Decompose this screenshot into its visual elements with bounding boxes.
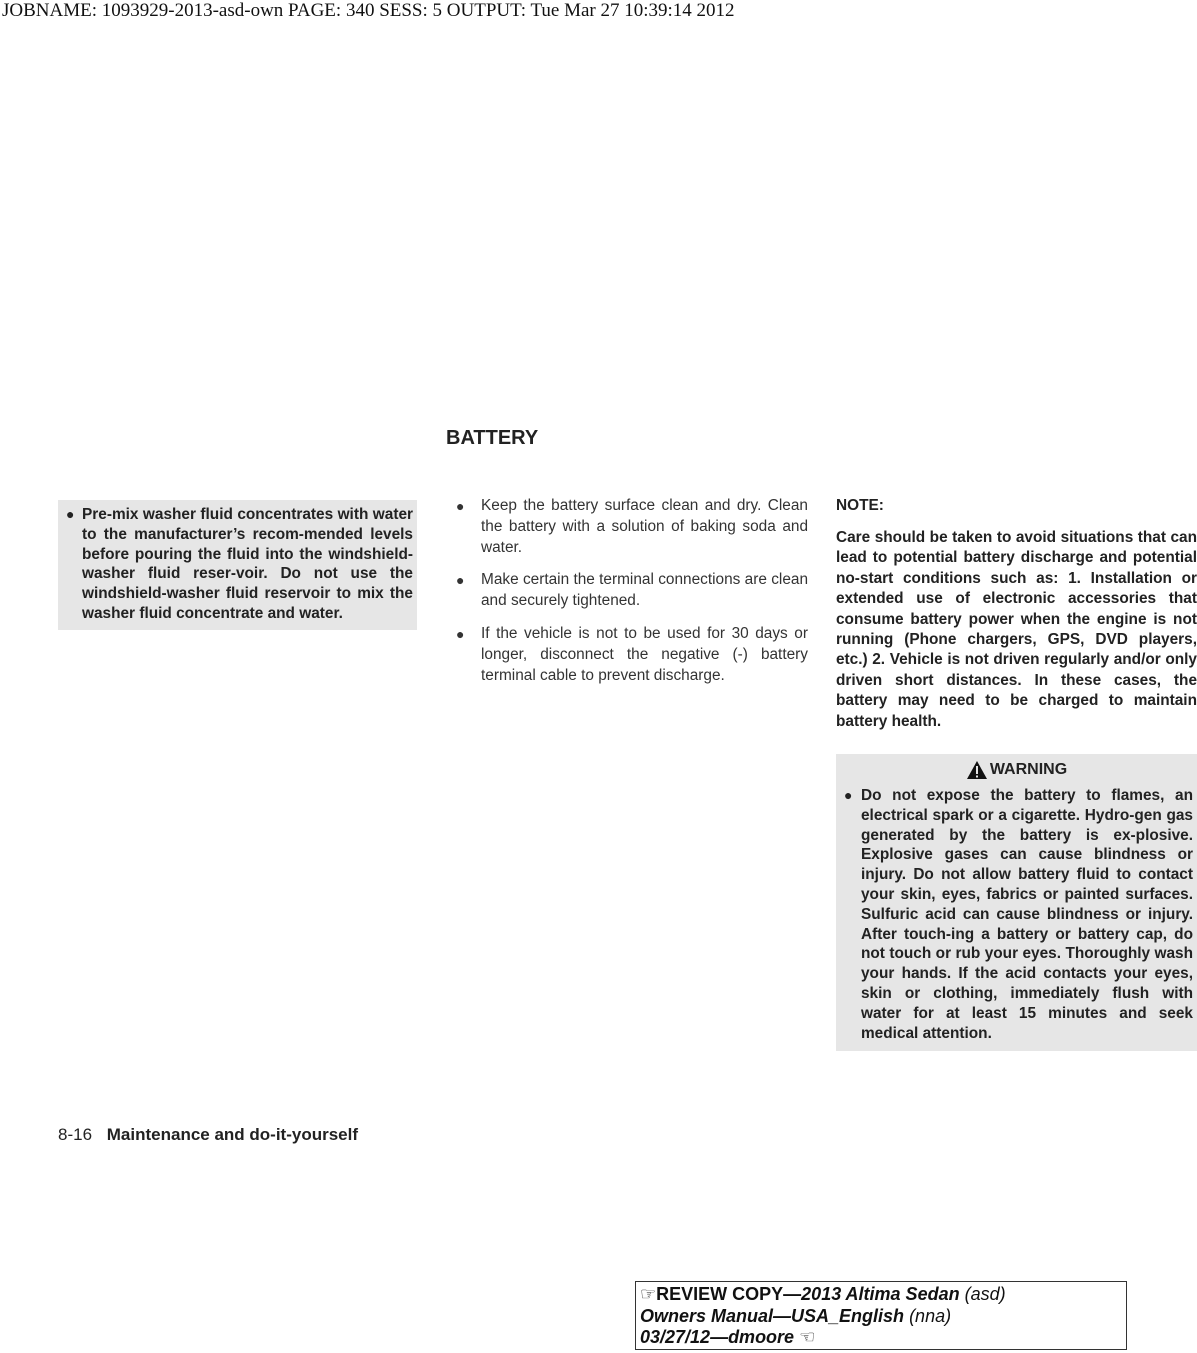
bullet-icon: ●: [844, 787, 853, 804]
note-label: NOTE:: [836, 497, 884, 514]
bullet-text: Do not expose the battery to flames, an electrical spark or a cigarette. Hydro-gen gas generated by the battery is ex-plosive. Explosive gases can cause blindness or injury. Do not allow battery fluid to contact your skin, eyes, fabrics or painted surfaces. Sulfuric acid can cause blindness or injury. After touch-ing a battery or battery cap, do not touch or rub your eyes. Thoroughly wash your hands. If the acid contacts your eyes, skin or clothing, immediately flush with water for at least 15 minutes and seek medical attention.: [861, 787, 1193, 1042]
column-1: [58, 500, 417, 630]
review-line-2: Owners Manual—USA_English (nna): [640, 1305, 952, 1326]
bullet-icon: ●: [456, 498, 465, 514]
warning-triangle-icon: [966, 760, 988, 780]
warning-header: [836, 754, 1197, 786]
review-line-1: ☞REVIEW COPY—2013 Altima Sedan (asd): [640, 1284, 1006, 1304]
column-2: [446, 496, 808, 698]
bullet-text: Keep the battery surface clean and dry. Clean the battery with a solution of baking soda and water.: [481, 497, 808, 556]
bullet-text: If the vehicle is not to be used for 30 days or longer, disconnect the negative (-) battery terminal cable to prevent discharge.: [481, 624, 808, 684]
job-header: JOBNAME: 1093929-2013-asd-own PAGE: 340 SESS: 5 OUTPUT: Tue Mar 27 10:39:14 2012: [2, 0, 735, 21]
warning-box: [836, 754, 1197, 1051]
warning-title: WARNING: [989, 761, 1068, 779]
list-item: [446, 496, 808, 558]
washer-fluid-caution: [58, 500, 417, 630]
note-body: Care should be taken to avoid situations that can lead to potential battery discharge and potential no-start conditions such as: 1. Installation or extended use of electronic accessories that consume battery power when the engine is not running (Phone chargers, GPS, DVD players, etc.) 2. Vehicle is not driven regularly and/or only driven short distances. In these cases, the battery may need to be charged to maintain battery health.: [836, 529, 1197, 730]
section-title: BATTERY: [446, 427, 539, 449]
bullet-icon: ●: [456, 625, 465, 642]
bullet-text: Make certain the terminal connections are clean and securely tightened.: [481, 571, 808, 610]
chapter-title: Maintenance and do-it-yourself: [106, 1125, 359, 1144]
page-number: 8-16: [58, 1125, 93, 1144]
pointing-hand-left-icon: ☜: [799, 1327, 816, 1347]
column-3: [836, 496, 1197, 1051]
review-line-3: 03/27/12—dmoore ☜: [640, 1327, 816, 1347]
list-item: [446, 624, 808, 686]
bullet-icon: ●: [456, 572, 465, 589]
warning-item: [836, 786, 1197, 1043]
pointing-hand-icon: ☞: [640, 1284, 657, 1304]
review-copy-box: [635, 1281, 1127, 1350]
bullet-text: Pre-mix washer fluid concentrates with water to the manufacturer’s recom-mended levels before pouring the fluid into the windshield-washer fluid reser-voir. Do not use the windshield-washer fluid reservoir to mix the washer fluid concentrate and water.: [82, 506, 413, 622]
page-footer: [58, 1125, 358, 1145]
list-item: [446, 570, 808, 612]
bullet-icon: ●: [66, 506, 75, 522]
